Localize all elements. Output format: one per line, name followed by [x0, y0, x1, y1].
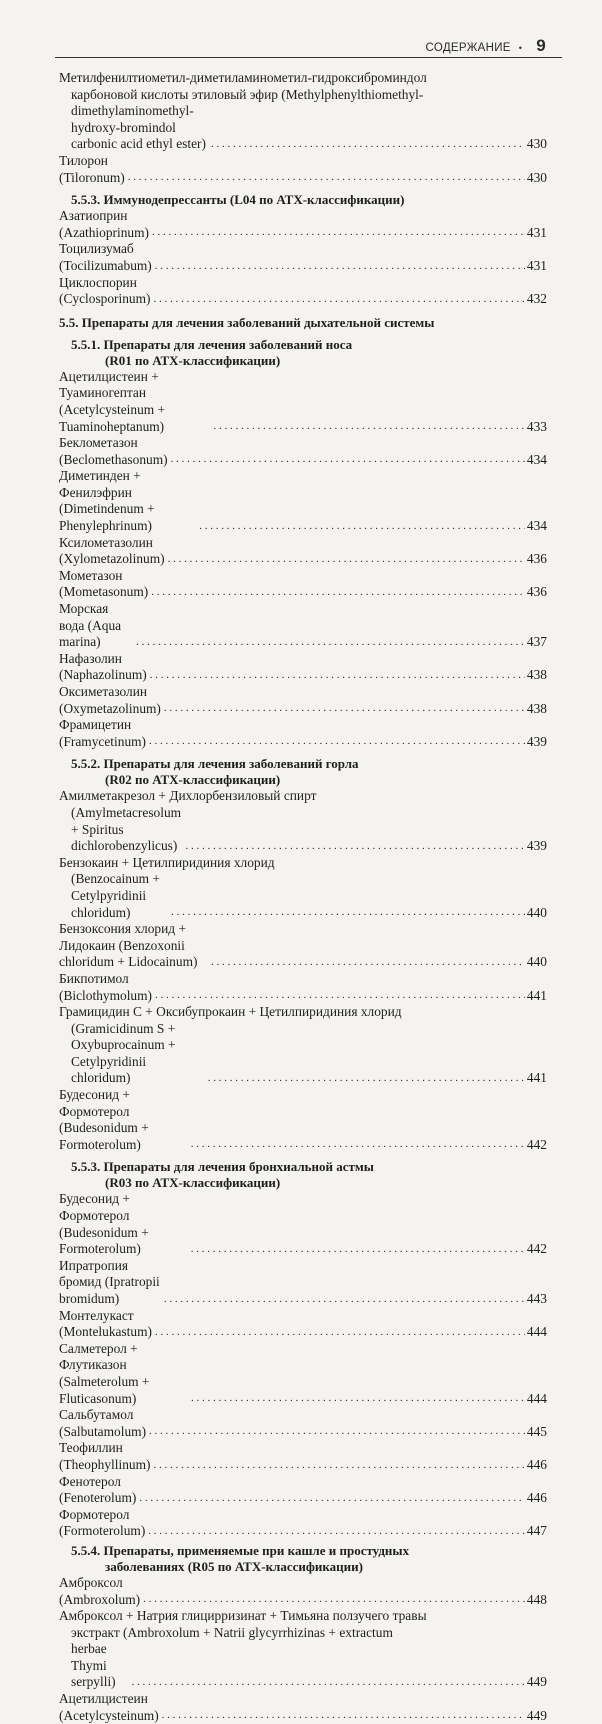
- toc-entry: [59, 435, 547, 468]
- toc-page-number: 440: [526, 904, 547, 920]
- dot-leader: [128, 172, 525, 183]
- toc-heading-throat: [59, 756, 547, 788]
- toc-entry: [59, 1440, 547, 1473]
- dot-leader: [152, 227, 525, 238]
- toc-entry-text: Монтелукаст (Montelukastum): [59, 1307, 152, 1340]
- toc-page-number: 449: [526, 1707, 547, 1723]
- dot-leader: [131, 1677, 524, 1688]
- toc-entry-text: Бензоксония хлорид + Лидокаин (Benzoxonii chloridum + Lidocainum): [59, 921, 198, 970]
- toc-entry: [59, 468, 547, 534]
- toc-entry: [59, 717, 547, 750]
- toc-entry-text: Теофиллин (Theophyllinum): [59, 1440, 151, 1472]
- toc-entry: [59, 1407, 547, 1440]
- toc-page-number: 434: [526, 518, 547, 534]
- dot-leader: [171, 454, 525, 465]
- toc-page-number: 445: [526, 1423, 547, 1439]
- toc-entry-text: Бензокаин + Цетилпиридиния хлорид: [59, 854, 275, 870]
- toc-entry-text: dimethylaminomethyl-hydroxy-bromindol carbonic acid ethyl ester): [71, 103, 206, 152]
- dot-leader: [191, 1393, 525, 1404]
- heading-line: 5.5.4. Препараты, применяемые при кашле и простудных: [71, 1542, 410, 1558]
- toc-entry-text: Формотерол (Formoterolum): [59, 1506, 146, 1539]
- toc-entry: [59, 921, 547, 971]
- toc-entry-text: Сальбутамол (Salbutamolum): [59, 1407, 147, 1439]
- heading-line: (R03 по АТХ-классификации): [105, 1175, 281, 1191]
- page-number: 9: [536, 36, 546, 55]
- dot-leader: [191, 1244, 525, 1255]
- toc-entry: [59, 103, 547, 153]
- toc-entry-text: Ацетилцистеин (Acetylcysteinum): [59, 1691, 159, 1723]
- toc-page-number: 436: [526, 551, 547, 567]
- toc-entry-text: Ксилометазолин (Xylometazolinum): [59, 534, 165, 567]
- toc-page-number: 442: [526, 1241, 547, 1257]
- dot-leader: [164, 703, 525, 714]
- toc-entry-text: Амброксол + Натрия глицирризинат + Тимьяна ползучего травы: [59, 1608, 427, 1624]
- dot-leader: [154, 294, 525, 305]
- section-title: СОДЕРЖАНИЕ: [425, 42, 511, 54]
- toc-entry-text: Фенотерол (Fenoterolum): [59, 1473, 137, 1506]
- toc-entry-text: (Amylmetacresolum + Spiritus dichlorobenzylicus): [71, 804, 182, 854]
- toc-heading-cough: [59, 1543, 547, 1575]
- toc-page-number: 443: [526, 1291, 547, 1306]
- dot-leader: [149, 736, 525, 747]
- dot-leader: [155, 1327, 525, 1338]
- toc-entry-text: Грамицидин С + Оксибупрокаин + Цетилпиридиния хлорид: [59, 1004, 402, 1020]
- dot-leader: [155, 261, 525, 272]
- dot-leader: [151, 587, 525, 598]
- toc-entry-text: herbae Thymi serpylli): [71, 1641, 116, 1690]
- toc-entry-text: Тоцилизумаб (Tocilizumabum): [59, 241, 152, 273]
- dot-leader: [153, 1460, 524, 1471]
- toc-entry: [59, 1191, 547, 1257]
- header-rule: [55, 57, 562, 58]
- toc-page-number: 442: [526, 1136, 547, 1152]
- toc-entry-text: Ипратропия бромид (Ipratropii bromidum): [59, 1257, 160, 1306]
- toc-entry-line: [59, 855, 547, 872]
- toc-page-number: 444: [526, 1324, 547, 1340]
- dot-leader: [168, 554, 525, 565]
- toc-page-number: 448: [526, 1591, 547, 1607]
- toc-page-number: 449: [526, 1674, 547, 1690]
- toc-page-number: 433: [526, 418, 547, 434]
- heading-line: (R02 по АТХ-классификации): [105, 772, 281, 788]
- toc-entry: [59, 208, 547, 241]
- toc-entry: [59, 971, 547, 1004]
- toc-entry: [59, 275, 547, 308]
- dot-leader: [136, 637, 525, 648]
- toc-entry-text: Оксиметазолин (Oxymetazolinum): [59, 684, 161, 716]
- running-header: [426, 36, 547, 56]
- toc-heading-nose: [59, 337, 547, 369]
- toc-group-immunosuppressants: [59, 208, 547, 308]
- toc-page-number: 436: [526, 584, 547, 600]
- toc-entry-text: Циклоспорин (Cyclosporinum): [59, 274, 151, 307]
- toc-entry: [59, 1575, 547, 1608]
- toc-entry: [59, 1341, 547, 1407]
- toc-page-number: 432: [526, 291, 547, 307]
- toc: [59, 70, 547, 1724]
- toc-entry: [59, 1258, 547, 1308]
- toc-entry-line: [59, 1608, 547, 1625]
- dot-leader: [213, 421, 524, 432]
- dot-leader: [186, 841, 525, 852]
- toc-page-number: 437: [526, 634, 547, 650]
- dot-leader: [150, 670, 525, 681]
- dot-leader: [211, 139, 525, 150]
- toc-page-number: 441: [526, 1070, 547, 1086]
- toc-entry: [59, 651, 547, 684]
- toc-entry-text: Метилфенилтиометил-диметиламинометил-гидроксиброминдол: [59, 70, 427, 85]
- toc-heading-asthma: [59, 1159, 547, 1191]
- toc-entry: [59, 1691, 547, 1724]
- toc-entry-text: Азатиоприн (Azathioprinum): [59, 208, 149, 240]
- toc-entry-text: Диметинден + Фенилэфрин (Dimetindenum + Phenylephrinum): [59, 468, 155, 534]
- toc-page-number: 440: [526, 954, 547, 970]
- bullet-icon: •: [518, 43, 523, 53]
- toc-entry: [59, 535, 547, 568]
- toc-page-number: 431: [526, 257, 547, 273]
- toc-page-number: 441: [526, 987, 547, 1003]
- dot-leader: [139, 1493, 525, 1504]
- toc-entry: [59, 1474, 547, 1507]
- heading-line: 5.5.3. Препараты для лечения бронхиальной астмы: [71, 1159, 374, 1175]
- toc-page-number: 444: [526, 1390, 547, 1406]
- toc-entry-text: Будесонид + Формотерол (Budesonidum + Formoterolum): [59, 1087, 149, 1152]
- toc-entry-line: [59, 1004, 547, 1021]
- heading-line: (R01 по АТХ-классификации): [105, 352, 281, 368]
- toc-page-number: 446: [526, 1456, 547, 1472]
- toc-entry: [59, 1087, 547, 1153]
- toc-page-number: 447: [526, 1523, 547, 1539]
- toc-entry-text: экстракт (Ambroxolum + Natrii glycyrrhizinas + extractum: [71, 1624, 393, 1640]
- dot-leader: [191, 1139, 525, 1150]
- toc-entry-text: Тилорон (Tiloronum): [59, 152, 125, 185]
- toc-page-number: 434: [526, 451, 547, 467]
- dot-leader: [211, 957, 525, 968]
- toc-entry: [59, 684, 547, 717]
- toc-entry-text: Салметерол + Флутиказон (Salmeterolum + Fluticasonum): [59, 1340, 150, 1406]
- toc-entry: [59, 871, 547, 921]
- toc-page-number: 431: [526, 224, 547, 240]
- toc-entry-text: Будесонид + Формотерол (Budesonidum + Formoterolum): [59, 1191, 149, 1257]
- dot-leader: [143, 1594, 525, 1605]
- heading-line: 5.5.3. Иммунодепрессанты (L04 по АТХ-классификации): [71, 192, 405, 208]
- toc-entry: [59, 369, 547, 435]
- toc-entry: [59, 1507, 547, 1540]
- toc-page-number: 439: [526, 838, 547, 854]
- heading-line: 5.5.2. Препараты для лечения заболеваний горла: [71, 756, 359, 772]
- toc-group-top: [59, 70, 547, 186]
- toc-page-number: 446: [526, 1490, 547, 1506]
- toc-entry: [59, 153, 547, 186]
- toc-entry-text: Бикпотимол (Biclothymolum): [59, 970, 152, 1003]
- toc-entry-text: Амброксол (Ambroxolum): [59, 1574, 141, 1607]
- heading-line: 5.5. Препараты для лечения заболеваний дыхательной системы: [59, 314, 435, 330]
- toc-entry-text: Фрамицетин (Framycetinum): [59, 717, 147, 749]
- dot-leader: [164, 1294, 525, 1305]
- toc-entry-text: Амилметакрезол + Дихлорбензиловый спирт: [59, 788, 317, 804]
- toc-group-throat: [59, 788, 547, 1153]
- toc-entry: [59, 568, 547, 601]
- toc-heading-immunosuppressants: [59, 192, 547, 208]
- toc-entry-text: Мометазон (Mometasonum): [59, 567, 149, 600]
- toc-page-number: 438: [526, 700, 547, 716]
- toc-entry: [59, 805, 547, 855]
- dot-leader: [162, 1710, 525, 1721]
- dot-leader: [171, 907, 525, 918]
- toc-entry-text: (Benzocainum + Cetylpyridinii chloridum): [71, 871, 160, 920]
- toc-entry-line: [59, 1625, 547, 1642]
- toc-entry: [59, 1021, 547, 1087]
- toc-entry-text: Ацетилцистеин + Туаминогептан (Acetylcysteinum + Tuaminoheptanum): [59, 368, 166, 434]
- toc-entry-text: (Gramicidinum S + Oxybuprocainum + Cetylpyridinii chloridum): [71, 1020, 176, 1086]
- toc-group-nose: [59, 369, 547, 751]
- toc-entry-text: Нафазолин (Naphazolinum): [59, 650, 147, 683]
- toc-entry-line: [59, 87, 547, 104]
- toc-entry: [59, 601, 547, 651]
- toc-page-number: 439: [526, 733, 547, 749]
- toc-entry-text: карбоновой кислоты этиловый эфир (Methylphenylthiomethyl-: [71, 86, 424, 102]
- toc-page-number: 430: [526, 169, 547, 185]
- toc-entry-text: Морская вода (Aqua marina): [59, 601, 122, 650]
- dot-leader: [155, 990, 525, 1001]
- toc-entry: [59, 241, 547, 274]
- toc-group-asthma: [59, 1191, 547, 1539]
- heading-line: заболеваниях (R05 по АТХ-классификации): [105, 1558, 363, 1574]
- toc-entry: [59, 1641, 547, 1691]
- toc-entry-line: [59, 70, 547, 87]
- heading-line: 5.5.1. Препараты для лечения заболеваний носа: [71, 336, 353, 352]
- dot-leader: [199, 521, 525, 532]
- toc-page-number: 430: [526, 136, 547, 152]
- dot-leader: [208, 1073, 525, 1084]
- dot-leader: [149, 1426, 525, 1437]
- toc-entry: [59, 1308, 547, 1341]
- dot-leader: [148, 1526, 525, 1537]
- toc-entry-line: [59, 788, 547, 805]
- toc-entry-text: Беклометазон (Beclomethasonum): [59, 435, 168, 467]
- toc-page-number: 438: [526, 667, 547, 683]
- toc-group-cough: [59, 1575, 547, 1724]
- toc-heading-respiratory: [59, 315, 547, 331]
